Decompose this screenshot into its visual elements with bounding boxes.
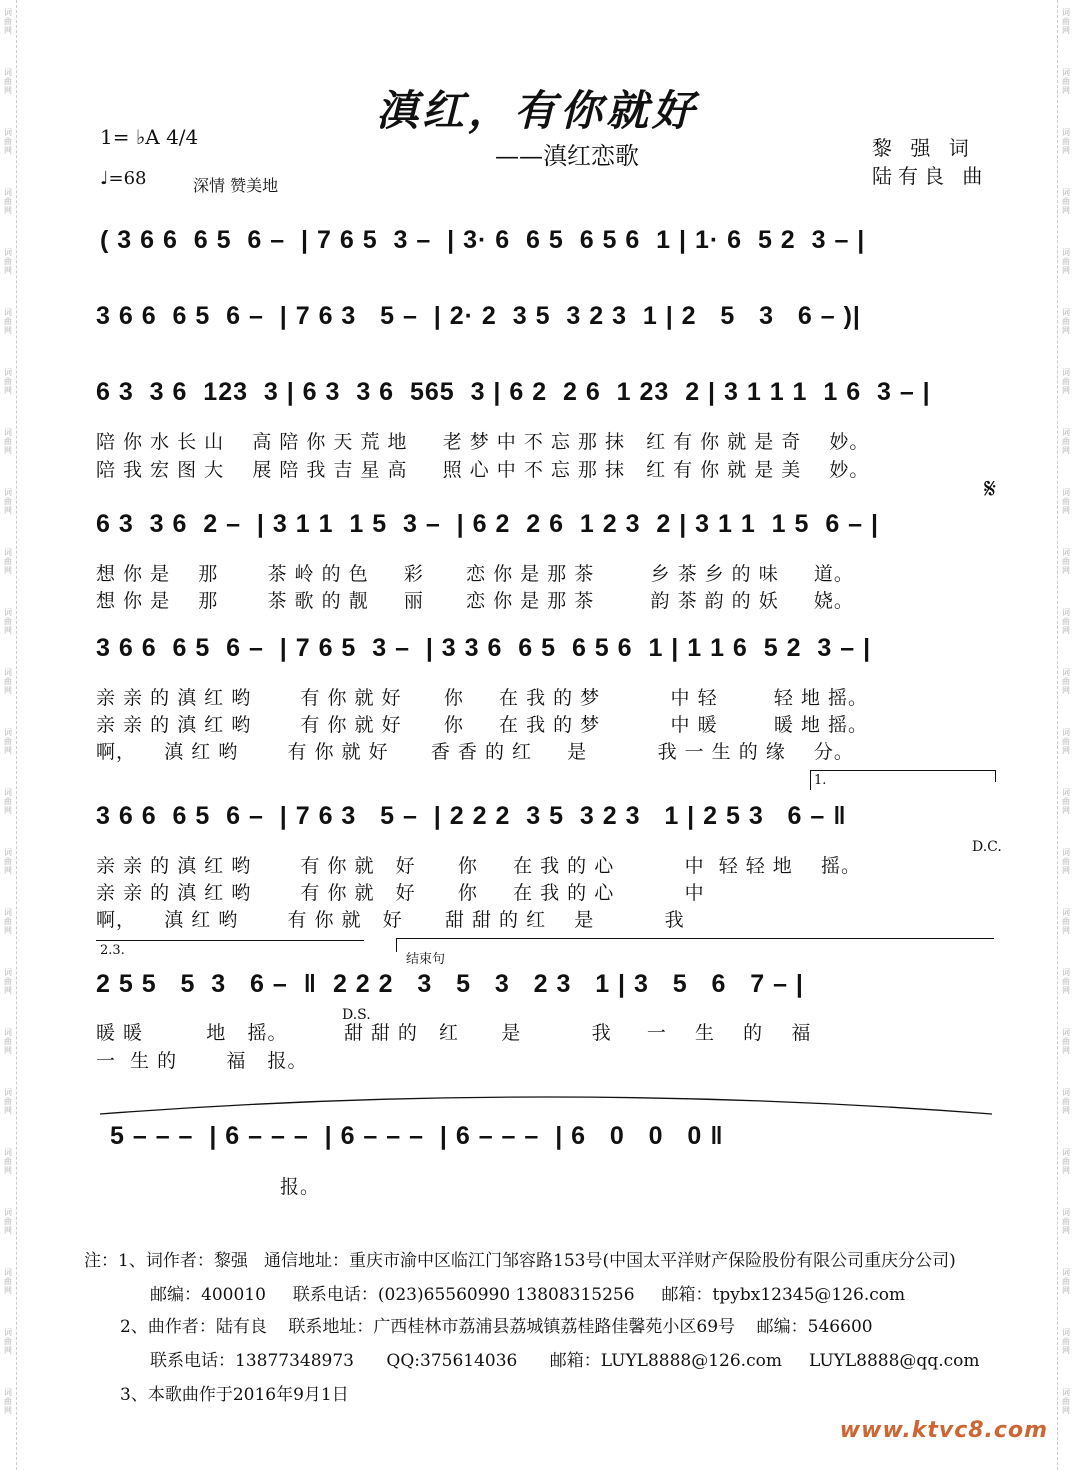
side-watermark-mark: 词 曲 网 — [1062, 1268, 1070, 1295]
row-3-lyric-verse-1: 陪 你 水 长 山 高 陪 你 天 荒 地 老 梦 中 不 忘 那 抹 红 有 你 就 是 奇 妙。 — [96, 431, 870, 453]
side-watermark-mark: 词 曲 网 — [1062, 608, 1070, 635]
side-watermark-mark: 词 曲 网 — [4, 248, 12, 275]
side-watermark-mark: 词 曲 网 — [1062, 1388, 1070, 1415]
side-watermark-mark: 词 曲 网 — [1062, 1088, 1070, 1115]
side-watermark-mark: 词 曲 网 — [1062, 128, 1070, 155]
row-8-lyric: 报。 — [280, 1176, 321, 1198]
volta-1-bracket-left — [810, 770, 811, 790]
side-watermark-mark: 词 曲 网 — [4, 668, 12, 695]
side-watermark-mark: 词 曲 网 — [4, 68, 12, 95]
footer-note-composer-contact: 联系电话：13877348973 QQ:375614036 邮箱：LUYL8888@126.com LUYL8888@qq.com — [150, 1351, 980, 1371]
side-watermark-mark: 词 曲 网 — [1062, 428, 1070, 455]
side-watermark-mark: 词 曲 网 — [4, 488, 12, 515]
volta-23-bracket — [96, 940, 364, 941]
side-watermark-mark: 词 曲 网 — [1062, 968, 1070, 995]
score-row-3-notes: 6 3 3 6 123 3 | 6 3 3 6 565 3 | 6 2 2 6 1 23 2 | 3 1 1 1 1 6 3 – | — [96, 378, 931, 406]
footer-note-composer: 2、曲作者：陆有良 联系地址：广西桂林市荔浦县荔城镇荔桂路佳馨苑小区69号 邮编：546600 — [120, 1317, 873, 1337]
expression-marking: 深情 赞美地 — [193, 176, 279, 195]
score-row-6-notes: 3 6 6 6 5 6 – | 7 6 3 5 – | 2 2 2 3 5 3 2 3 1 | 2 5 3 6 – ‖ — [96, 802, 847, 830]
side-watermark-mark: 词 曲 网 — [4, 428, 12, 455]
side-watermark-mark: 词 曲 网 — [1062, 728, 1070, 755]
dc-marking: D.C. — [972, 839, 1002, 855]
side-watermark-mark: 词 曲 网 — [4, 368, 12, 395]
side-watermark-mark: 词 曲 网 — [4, 1268, 12, 1295]
side-watermark-mark: 词 曲 网 — [1062, 788, 1070, 815]
site-watermark: www.ktvc8.com — [839, 1418, 1048, 1443]
side-watermark-mark: 词 曲 网 — [4, 1328, 12, 1355]
ending-phrase-bracket — [396, 938, 994, 939]
side-watermark-mark: 词 曲 网 — [1062, 668, 1070, 695]
side-watermark-mark: 词 曲 网 — [1062, 1028, 1070, 1055]
side-watermark-mark: 词 曲 网 — [4, 548, 12, 575]
row-7-lyric-verse-1: 暖 暖 地 摇。 甜 甜 的 红 是 我 一 生 的 福 — [96, 1022, 812, 1044]
side-watermark-mark: 词 曲 网 — [4, 848, 12, 875]
footer-note-lyricist: 注：1、词作者：黎强 通信地址：重庆市渝中区临江门邹容路153号(中国太平洋财产保险股份有限公司重庆分公司) — [84, 1251, 956, 1271]
side-watermark-mark: 词 曲 网 — [1062, 1148, 1070, 1175]
side-watermark-mark: 词 曲 网 — [1062, 848, 1070, 875]
side-watermark-mark: 词 曲 网 — [4, 1028, 12, 1055]
volta-23-label: 2.3. — [100, 943, 125, 958]
row-7-lyric-verse-2: 一 生 的 福 报。 — [96, 1050, 308, 1072]
score-row-1-notes: ( 3 6 6 6 5 6 – | 7 6 5 3 – | 3· 6 6 5 6 5 6 1 | 1· 6 5 2 3 – | — [100, 226, 866, 254]
row-6-lyric-verse-1: 亲 亲 的 滇 红 哟 有 你 就 好 你 在 我 的 心 中 轻 轻 地 摇。 — [96, 855, 861, 877]
ds-marking: D.S. — [342, 1007, 371, 1023]
row-6-lyric-verse-2: 亲 亲 的 滇 红 哟 有 你 就 好 你 在 我 的 心 中 — [96, 882, 705, 904]
side-watermark-mark: 词 曲 网 — [1062, 908, 1070, 935]
side-watermark-mark: 词 曲 网 — [4, 128, 12, 155]
side-watermark-mark: 词 曲 网 — [1062, 1208, 1070, 1235]
score-row-7-notes: 2 5 5 5 3 6 – ‖ 2 2 2 3 5 3 2 3 1 | 3 5 6 7 – | — [96, 970, 804, 998]
side-watermark-mark: 词 曲 网 — [4, 1208, 12, 1235]
score-row-8-notes: 5 – – – | 6 – – – | 6 – – – | 6 – – – | 6 0 0 0 ‖ — [110, 1122, 724, 1150]
side-watermark-mark: 词 曲 网 — [1062, 488, 1070, 515]
tempo-marking: ♩=68 — [100, 168, 147, 189]
volta-1-bracket-right — [995, 770, 996, 782]
side-watermark-mark: 词 曲 网 — [1062, 248, 1070, 275]
ending-phrase-label: 结束句 — [406, 952, 446, 967]
row-5-lyric-verse-1: 亲 亲 的 滇 红 哟 有 你 就 好 你 在 我 的 梦 中 轻 轻 地 摇。 — [96, 687, 868, 709]
side-watermark-mark: 词 曲 网 — [1062, 368, 1070, 395]
side-watermark-mark: 词 曲 网 — [4, 788, 12, 815]
row-6-lyric-verse-3: 啊， 滇 红 哟 有 你 就 好 甜 甜 的 红 是 我 — [96, 909, 685, 931]
lyricist-credit: 黎 强 词 — [872, 136, 975, 160]
volta-1-bracket — [810, 770, 996, 771]
side-watermark-mark: 词 曲 网 — [4, 908, 12, 935]
row-4-lyric-verse-2: 想 你 是 那 茶 歌 的 靓 丽 恋 你 是 那 茶 韵 茶 韵 的 妖 娆。 — [96, 590, 854, 612]
row-5-lyric-verse-2: 亲 亲 的 滇 红 哟 有 你 就 好 你 在 我 的 梦 中 暖 暖 地 摇。 — [96, 714, 868, 736]
side-watermark-mark: 词 曲 网 — [1062, 8, 1070, 35]
side-watermark-mark: 词 曲 网 — [4, 1388, 12, 1415]
side-watermark-mark: 词 曲 网 — [1062, 68, 1070, 95]
side-watermark-mark: 词 曲 网 — [4, 308, 12, 335]
side-watermark-mark: 词 曲 网 — [1062, 1328, 1070, 1355]
score-row-5-notes: 3 6 6 6 5 6 – | 7 6 5 3 – | 3 3 6 6 5 6 5 6 1 | 1 1 6 5 2 3 – | — [96, 634, 872, 662]
footer-note-lyricist-contact: 邮编：400010 联系电话：(023)65560990 13808315256 邮箱：tpybx12345@126.com — [150, 1285, 906, 1305]
key-signature: 1= ♭A 4/4 — [100, 125, 199, 149]
footer-note-date: 3、本歌曲作于2016年9月1日 — [120, 1385, 349, 1405]
score-row-2-notes: 3 6 6 6 5 6 – | 7 6 3 5 – | 2· 2 3 5 3 2 3 1 | 2 5 3 6 – )| — [96, 302, 861, 330]
side-watermark-mark: 词 曲 网 — [1062, 548, 1070, 575]
side-watermark-mark: 词 曲 网 — [4, 1088, 12, 1115]
segno-sign: 𝄋 — [984, 472, 997, 505]
row-4-lyric-verse-1: 想 你 是 那 茶 岭 的 色 彩 恋 你 是 那 茶 乡 茶 乡 的 味 道。 — [96, 563, 854, 585]
row-3-lyric-verse-2: 陪 我 宏 图 大 展 陪 我 吉 星 高 照 心 中 不 忘 那 抹 红 有 你 就 是 美 妙。 — [96, 459, 870, 481]
song-title: 滇红，有你就好 — [375, 86, 698, 135]
side-watermark-mark: 词 曲 网 — [4, 968, 12, 995]
ending-bracket-left — [396, 938, 397, 952]
row-5-lyric-verse-3: 啊， 滇 红 哟 有 你 就 好 香 香 的 红 是 我 一 生 的 缘 分。 — [96, 741, 854, 763]
volta-1-label: 1. — [814, 773, 827, 788]
song-subtitle: ——滇红恋歌 — [495, 142, 639, 170]
side-watermark-mark: 词 曲 网 — [4, 188, 12, 215]
score-row-4-notes: 6 3 3 6 2 – | 3 1 1 1 5 3 – | 6 2 2 6 1 2 3 2 | 3 1 1 1 5 6 – | — [96, 510, 880, 538]
composer-credit: 陆有良 曲 — [872, 164, 989, 188]
side-watermark-mark: 词 曲 网 — [4, 728, 12, 755]
side-watermark-mark: 词 曲 网 — [1062, 308, 1070, 335]
side-watermark-mark: 词 曲 网 — [1062, 188, 1070, 215]
side-watermark-mark: 词 曲 网 — [4, 608, 12, 635]
side-watermark-mark: 词 曲 网 — [4, 8, 12, 35]
side-watermark-mark: 词 曲 网 — [4, 1148, 12, 1175]
final-row-slur — [96, 1090, 996, 1120]
